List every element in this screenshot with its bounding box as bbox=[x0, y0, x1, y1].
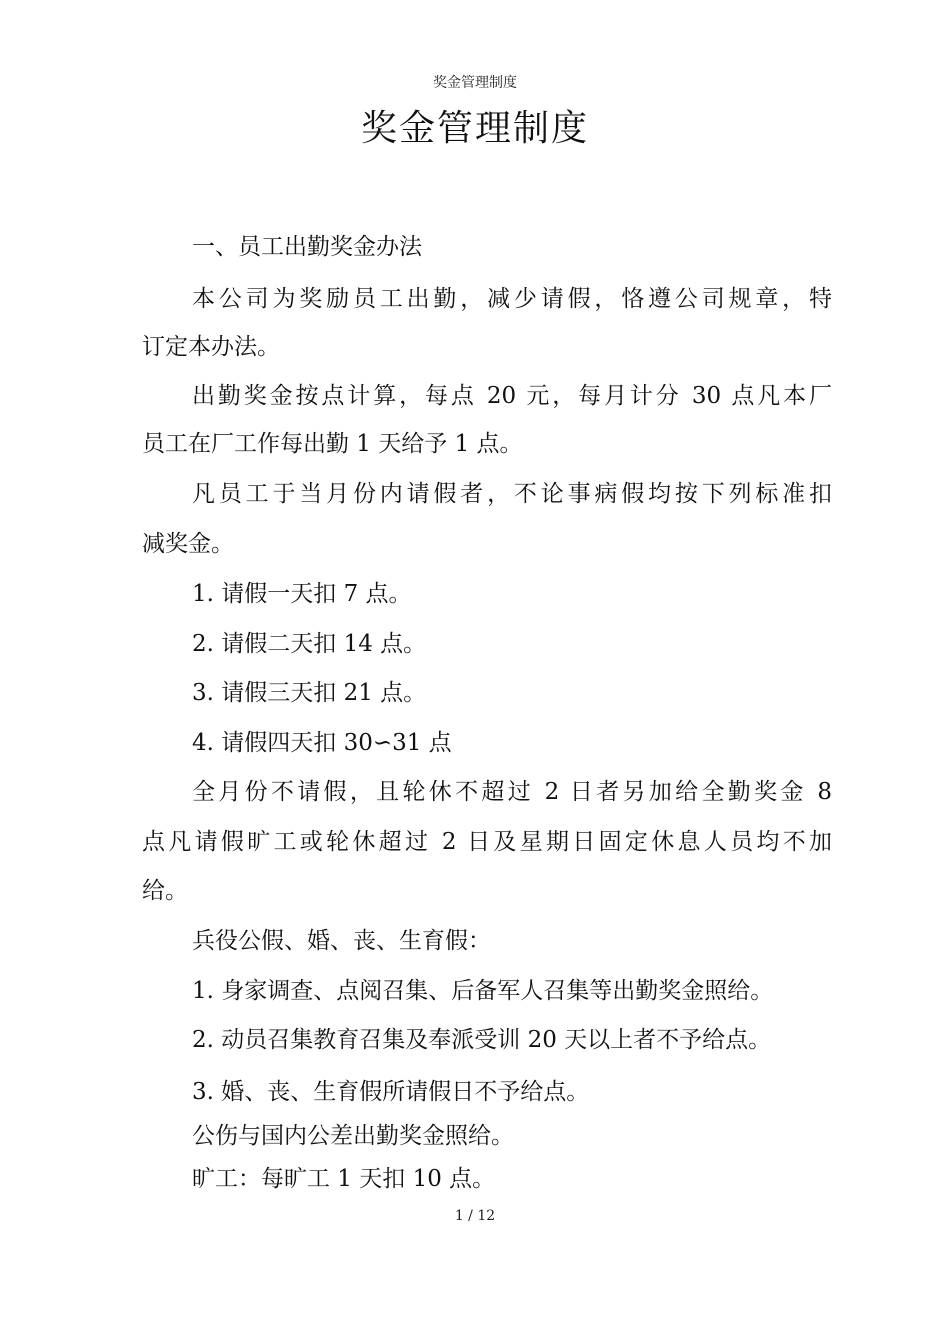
page-number: 1 / 12 bbox=[454, 1208, 496, 1224]
running-header: 奖金管理制度 bbox=[433, 75, 517, 91]
paragraph-line: 兵役公假、婚、丧、生育假： bbox=[192, 928, 491, 954]
paragraph-line: 旷工：每旷工 1 天扣 10 点。 bbox=[192, 1166, 496, 1192]
list-item: 1. 身家调查、点阅召集、后备军人召集等出勤奖金照给。 bbox=[192, 978, 774, 1004]
list-item: 1. 请假一天扣 7 点。 bbox=[192, 581, 412, 607]
list-item: 2. 请假二天扣 14 点。 bbox=[192, 631, 427, 657]
list-item: 2. 动员召集教育召集及奉派受训 20 天以上者不予给点。 bbox=[192, 1027, 772, 1053]
paragraph-line: 出勤奖金按点计算，每点 20 元，每月计分 30 点凡本厂 bbox=[192, 383, 832, 409]
list-item: 4. 请假四天扣 30∽31 点 bbox=[192, 730, 452, 756]
paragraph-line: 给。 bbox=[142, 878, 188, 904]
paragraph-line: 订定本办法。 bbox=[142, 334, 280, 360]
paragraph-line: 全月份不请假，且轮休不超过 2 日者另加给全勤奖金 8 bbox=[192, 779, 832, 805]
list-item: 3. 婚、丧、生育假所请假日不予给点。 bbox=[192, 1079, 590, 1105]
paragraph-line: 凡员工于当月份内请假者，不论事病假均按下列标准扣 bbox=[192, 481, 832, 507]
list-item: 3. 请假三天扣 21 点。 bbox=[192, 680, 427, 706]
document-title: 奖金管理制度 bbox=[360, 108, 589, 149]
paragraph-line: 点凡请假旷工或轮休超过 2 日及星期日固定休息人员均不加 bbox=[142, 829, 832, 855]
paragraph-line: 减奖金。 bbox=[142, 531, 234, 557]
section-heading: 一、员工出勤奖金办法 bbox=[192, 234, 422, 260]
paragraph-line: 员工在厂工作每出勤 1 天给予 1 点。 bbox=[142, 431, 523, 457]
paragraph-line: 本公司为奖励员工出勤，减少请假，恪遵公司规章，特 bbox=[192, 286, 832, 312]
paragraph-line: 公伤与国内公差出勤奖金照给。 bbox=[192, 1123, 514, 1149]
